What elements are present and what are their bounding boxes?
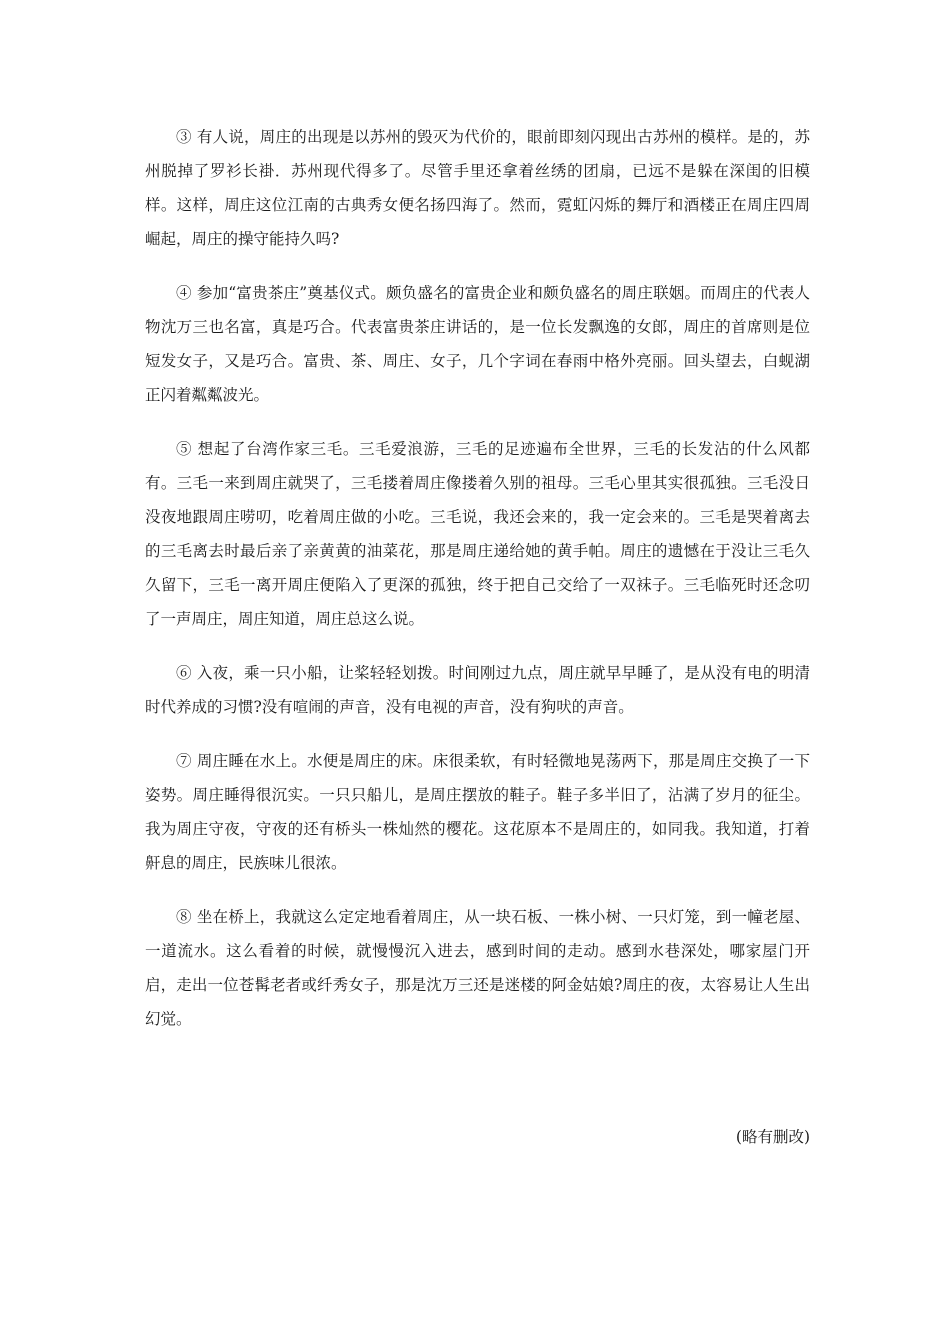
source-note: (略有删改) [735, 1128, 810, 1146]
paragraph-6: ⑥ 入夜，乘一只小船，让桨轻轻划拨。时间刚过九点，周庄就早早睡了，是从没有电的明清时代养成的习惯?没有喧闹的声音，没有电视的声音，没有狗吠的声音。 [145, 664, 810, 716]
paragraph-3: ③ 有人说，周庄的出现是以苏州的毁灭为代价的，眼前即刻闪现出古苏州的模样。是的，苏州脱掉了罗衫长褂．苏州现代得多了。尽管手里还拿着丝绣的团扇，已远不是躲在深闺的旧模样。这样，周庄这位江南的古典秀女便名扬四海了。然而，霓虹闪烁的舞厅和酒楼正在周庄四周崛起，周庄的操守能持久吗? [145, 128, 810, 248]
article-body [145, 120, 810, 1056]
paragraph-4: ④ 参加“富贵茶庄”奠基仪式。颇负盛名的富贵企业和颇负盛名的周庄联姻。而周庄的代表人物沈万三也名富，真是巧合。代表富贵茶庄讲话的，是一位长发飘逸的女郎，周庄的首席则是位短发女子，又是巧合。富贵、茶、周庄、女子，几个字词在春雨中格外亮丽。回头望去，白蚬湖正闪着粼粼波光。 [145, 284, 810, 404]
paragraph-8: ⑧ 坐在桥上，我就这么定定地看着周庄，从一块石板、一株小树、一只灯笼，到一幢老屋、一道流水。这么看着的时候，就慢慢沉入进去，感到时间的走动。感到水巷深处，哪家屋门开启，走出一位苍髯老者或纤秀女子，那是沈万三还是迷楼的阿金姑娘?周庄的夜，太容易让人生出幻觉。 [145, 908, 810, 1028]
paragraph-5: ⑤ 想起了台湾作家三毛。三毛爱浪游，三毛的足迹遍布全世界，三毛的长发沾的什么风都有。三毛一来到周庄就哭了，三毛搂着周庄像搂着久别的祖母。三毛心里其实很孤独。三毛没日没夜地跟周庄唠叨，吃着周庄做的小吃。三毛说，我还会来的，我一定会来的。三毛是哭着离去的三毛离去时最后亲了亲黄黄的油菜花，那是周庄递给她的黄手帕。周庄的遗憾在于没让三毛久久留下，三毛一离开周庄便陷入了更深的孤独，终于把自己交给了一双袜子。三毛临死时还念叨了一声周庄，周庄知道，周庄总这么说。 [145, 440, 810, 628]
paragraph-7: ⑦ 周庄睡在水上。水便是周庄的床。床很柔软，有时轻微地晃荡两下，那是周庄交换了一下姿势。周庄睡得很沉实。一只只船儿，是周庄摆放的鞋子。鞋子多半旧了，沾满了岁月的征尘。我为周庄守夜，守夜的还有桥头一株灿然的樱花。这花原本不是周庄的，如同我。我知道，打着鼾息的周庄，民族味儿很浓。 [145, 752, 810, 872]
